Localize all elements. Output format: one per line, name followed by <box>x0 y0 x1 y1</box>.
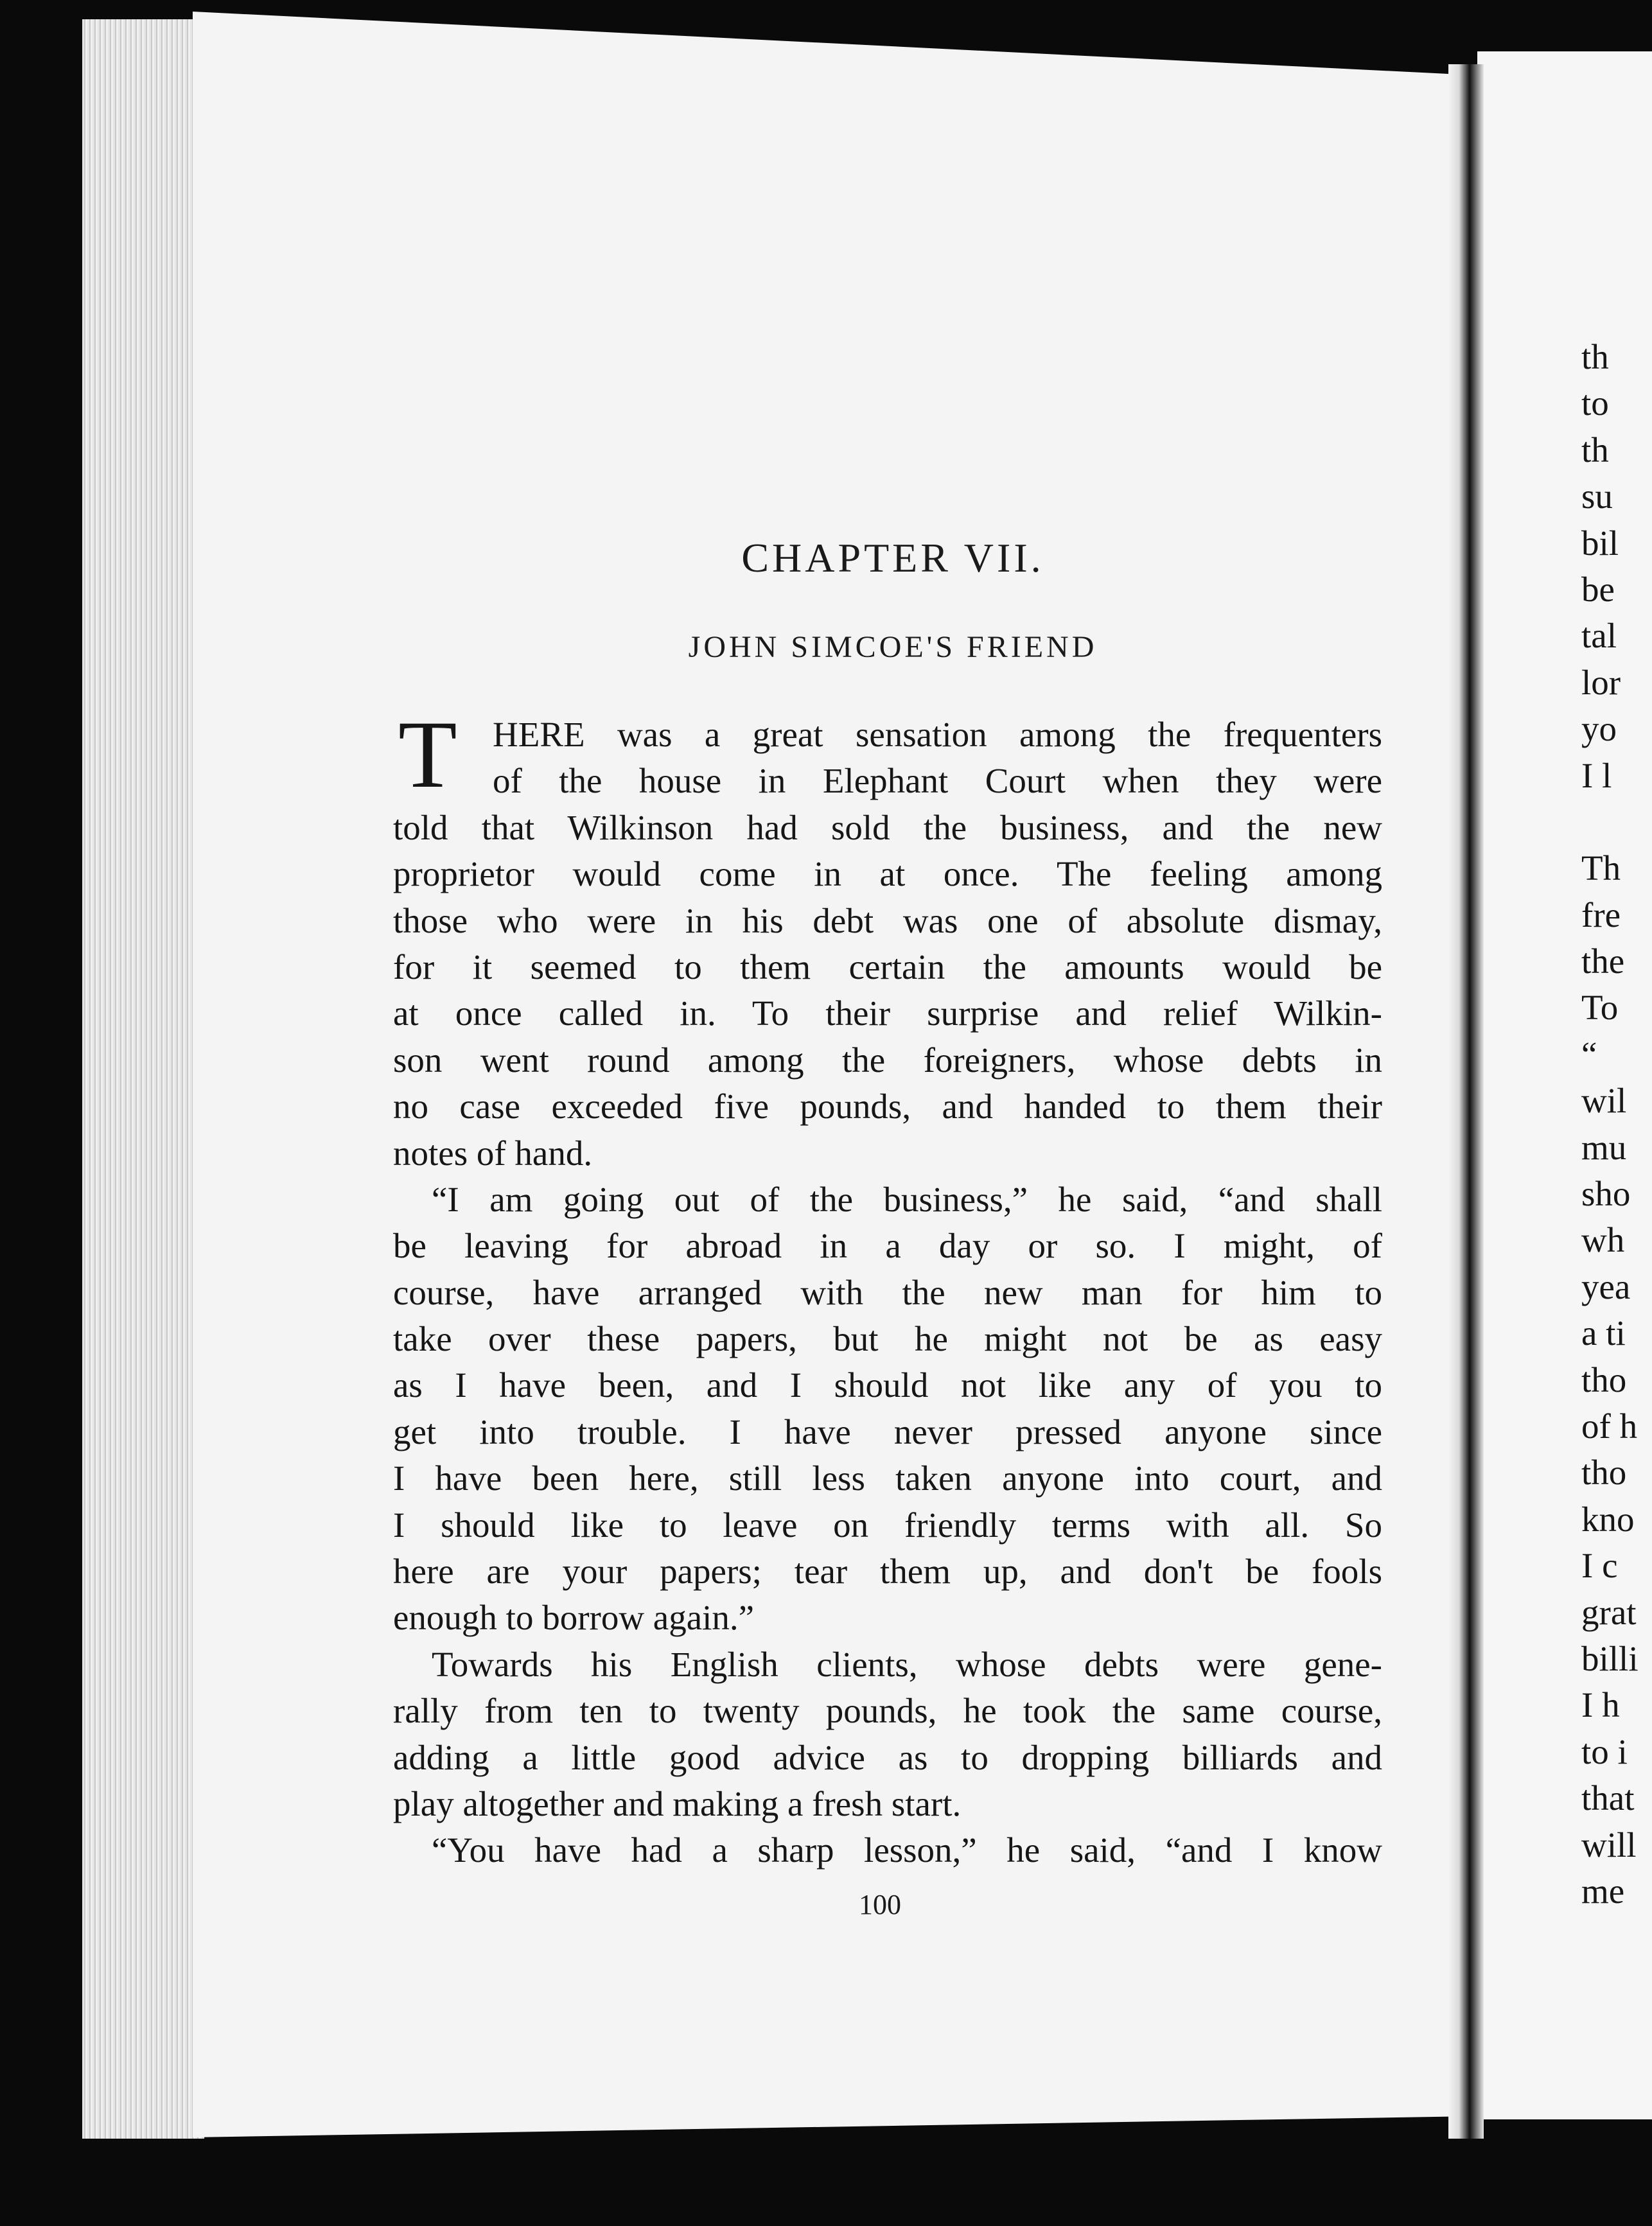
right-text-line: wil <box>1581 1081 1627 1121</box>
text-line: take over these papers, but he might not be as easy <box>393 1319 1382 1359</box>
text-line: son went round among the foreigners, whose debts in <box>393 1040 1382 1080</box>
drop-cap: T <box>398 701 457 808</box>
right-text-line: to <box>1581 383 1609 423</box>
right-text-line: to i <box>1581 1731 1628 1771</box>
right-text-line: th <box>1581 430 1609 469</box>
text-line: at once called in. To their surprise and relief Wilkin- <box>393 994 1382 1033</box>
page-edges <box>82 19 204 2139</box>
right-text-line: yo <box>1581 709 1617 749</box>
right-text-line: tal <box>1581 616 1617 656</box>
book-gutter <box>1448 64 1484 2139</box>
text-line: notes of hand. <box>393 1133 593 1173</box>
right-text-line: tho <box>1581 1360 1627 1399</box>
text-line: HERE was a great sensation among the frequenters <box>493 715 1382 754</box>
right-text-line <box>1581 799 1652 845</box>
text-line: rally from ten to twenty pounds, he took the same course, <box>393 1691 1382 1731</box>
text-line: enough to borrow again.” <box>393 1598 755 1638</box>
right-text-line: tho <box>1581 1453 1627 1493</box>
right-text-line: su <box>1581 477 1613 516</box>
text-line: here are your papers; tear them up, and don't be fools <box>393 1552 1382 1591</box>
chapter-title: JOHN SIMCOE'S FRIEND <box>688 630 1098 664</box>
right-text-line: grat <box>1581 1592 1637 1632</box>
right-text-line: “ <box>1581 1034 1597 1074</box>
text-line: told that Wilkinson had sold the business, and the new <box>393 807 1382 847</box>
right-text-line: th <box>1581 337 1609 376</box>
body-text <box>393 712 1382 1874</box>
text-line: those who were in his debt was one of absolute dismay, <box>393 900 1382 940</box>
page-number: 100 <box>859 1889 901 1920</box>
right-text-line: me <box>1581 1871 1625 1911</box>
right-text-line: I c <box>1581 1546 1618 1586</box>
right-text-line: I l <box>1581 755 1612 795</box>
text-line: adding a little good advice as to dropping billiards and <box>393 1737 1382 1777</box>
text-line: be leaving for abroad in a day or so. I might, of <box>393 1226 1382 1266</box>
text-line: “You have had a sharp lesson,” he said, “and I know <box>432 1830 1382 1870</box>
text-line: no case exceeded five pounds, and handed to them their <box>393 1087 1382 1126</box>
right-text-line: yea <box>1581 1266 1631 1306</box>
right-text-line: wh <box>1581 1220 1625 1260</box>
right-text-line: will <box>1581 1825 1637 1864</box>
text-line: for it seemed to them certain the amounts would be <box>393 947 1382 986</box>
text-line: “I am going out of the business,” he said, “and shall <box>432 1179 1382 1219</box>
right-text-line: billi <box>1581 1638 1639 1678</box>
right-text-line: a ti <box>1581 1313 1626 1353</box>
chapter-heading: CHAPTER VII. <box>741 535 1044 581</box>
text-line: proprietor would come in at once. The feeling among <box>393 854 1382 894</box>
right-text-line: I h <box>1581 1685 1620 1725</box>
text-line: Towards his English clients, whose debts were gene- <box>432 1644 1382 1684</box>
right-text-line: Th <box>1581 848 1621 888</box>
right-text-line: the <box>1581 942 1625 981</box>
right-text-line: lor <box>1581 662 1621 702</box>
right-page-text <box>1581 334 1652 1915</box>
text-line: of the house in Elephant Court when they were <box>493 761 1382 801</box>
text-line: play altogether and making a fresh start. <box>393 1783 962 1823</box>
right-text-line: sho <box>1581 1174 1631 1214</box>
text-line: get into trouble. I have never pressed anyone since <box>393 1412 1382 1451</box>
right-text-line: kno <box>1581 1499 1635 1539</box>
text-line: course, have arranged with the new man for him to <box>393 1272 1382 1312</box>
right-text-line: that <box>1581 1778 1635 1818</box>
text-line: I should like to leave on friendly terms with all. So <box>393 1505 1382 1545</box>
text-line: I have been here, still less taken anyone into court, and <box>393 1459 1382 1498</box>
right-text-line: of h <box>1581 1406 1638 1446</box>
right-text-line: be <box>1581 569 1615 609</box>
right-text-line: fre <box>1581 895 1621 934</box>
text-line: as I have been, and I should not like any of you to <box>393 1365 1382 1405</box>
right-text-line: bil <box>1581 523 1619 563</box>
right-text-line: mu <box>1581 1127 1627 1167</box>
right-text-line: To <box>1581 988 1619 1028</box>
